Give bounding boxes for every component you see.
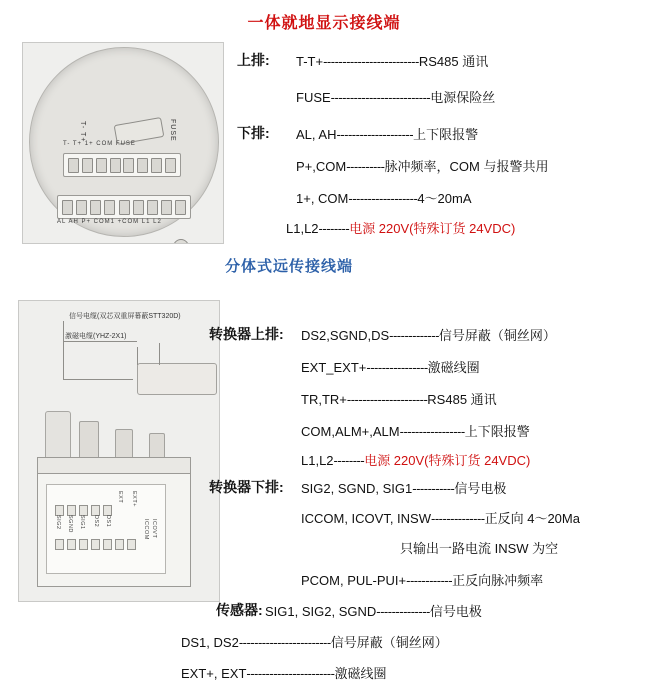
lower-strip-label: AL AH P+ COM1 +COM L1 L2 (57, 219, 162, 225)
integrated-row-5-left: L1,L2 (286, 221, 319, 236)
integrated-row-5 (286, 218, 515, 237)
upper-strip-screws (68, 158, 176, 172)
integrated-row-2-right: 上下限报警 (413, 127, 479, 142)
converter-lower-row-1-dash: -------------- (431, 511, 485, 526)
converter-upper-row-0-dash: ------------- (389, 328, 439, 343)
converter-upper-row-2-left: TR,TR+ (301, 392, 347, 407)
converter-body (37, 473, 191, 587)
lower-terminal-strip (57, 195, 191, 219)
converter-upper-row-3-right: 上下限报警 (464, 424, 530, 439)
page-title-separated: 分体式远传接线端 (225, 258, 354, 275)
sensor-row-2-dash: ----------------------- (246, 666, 335, 681)
converter-lower-row-0-dash: ----------- (412, 481, 455, 496)
converter-upper-row-3-dash: ----------------- (399, 424, 465, 439)
converter-lower-row-2 (400, 538, 558, 557)
converter-lower-row-3-right: 正反向脉冲频率 (452, 573, 544, 588)
converter-upper-row-2 (301, 389, 497, 408)
lower-strip-screws (62, 200, 186, 214)
converter-upper-row-0-right: 信号屏蔽（铜丝网） (438, 328, 556, 343)
converter-upper-row-0 (301, 325, 556, 344)
integrated-row-4-dash: ------------------ (348, 191, 418, 206)
upper-strip-label: T- T+ 1+ COM FUSE (63, 141, 136, 147)
sensor-row-2-left: EXT+, EXT (181, 666, 247, 681)
converter-upper-row-2-right: RS485 通讯 (427, 392, 497, 407)
sensor-row-2 (181, 663, 386, 682)
converter-lower-row-1-right: 正反向 4～20Ma (484, 511, 580, 526)
converter-lower-row-0-right: 信号电极 (454, 481, 507, 496)
converter-upper-row-3 (301, 421, 530, 440)
page-title-integrated: 一体就地显示接线端 (247, 15, 401, 32)
integrated-terminal-photo (22, 42, 224, 244)
integrated-row-0-right: RS485 通讯 (418, 54, 489, 69)
sensor-row-0 (265, 601, 482, 620)
converter-upper-row-2-dash: --------------------- (346, 392, 428, 407)
converter-lower-row-0-left: SIG2, SGND, SIG1 (301, 481, 413, 496)
converter-lower-row-3-left: PCOM, PUL-PUI+ (301, 573, 407, 588)
sensor-row-0-right: 信号电极 (429, 604, 482, 619)
lead-line-5 (63, 341, 137, 342)
coil-cable-note: 激磁电缆(YHZ-2X1) (65, 333, 127, 340)
integrated-row-4-left: 1+, COM (296, 191, 349, 206)
lead-line-1 (137, 347, 138, 365)
sensor-row-1-left: DS1, DS2 (181, 635, 239, 650)
lead-line-4 (63, 379, 133, 380)
integrated-row-5-dash: -------- (318, 221, 350, 236)
integrated-row-1-dash: -------------------------- (330, 90, 431, 105)
sensor-head (137, 363, 217, 395)
converter-upper-row-3-left: COM,ALM+,ALM (301, 424, 400, 439)
integrated-lower-label: 下排: (237, 125, 270, 141)
integrated-row-3-dash: ---------- (346, 159, 385, 174)
sensor-label: 传感器: (216, 602, 263, 618)
lead-line-2 (159, 343, 160, 365)
sensor-row-2-right: 激磁线圈 (334, 666, 387, 681)
converter-upper-row-0-left: DS2,SGND,DS (301, 328, 390, 343)
integrated-row-3-right: 脉冲频率，COM 与报警共用 (384, 159, 549, 174)
converter-lower-row-3-dash: ------------ (406, 573, 453, 588)
separated-transmitter-photo (18, 300, 220, 602)
converter-upper-row-4-right: 电源 220V(特殊订货 24VDC) (364, 453, 531, 468)
integrated-row-2 (296, 124, 478, 143)
lead-line-3 (63, 321, 64, 379)
converter-upper-label: 转换器上排: (209, 326, 284, 342)
integrated-row-3-left: P+,COM (296, 159, 347, 174)
converter-lower-row-1-left: ICCOM, ICOVT, INSW (301, 511, 431, 526)
fuse-label: FUSE (169, 119, 176, 142)
converter-lower-row-2-right: 只输出一路电流 INSW 为空 (400, 541, 559, 556)
integrated-row-1 (296, 87, 495, 106)
upper-terminal-strip (63, 153, 181, 177)
converter-upper-row-1-left: EXT_EXT+ (301, 360, 367, 375)
sensor-row-1-dash: ------------------------ (238, 635, 331, 650)
integrated-row-1-left: FUSE (296, 90, 331, 105)
converter-upper-row-1 (301, 357, 480, 376)
integrated-upper-label: 上排: (237, 52, 270, 68)
converter-upper-row-4-left: L1,L2 (301, 453, 334, 468)
integrated-row-4 (296, 188, 472, 207)
integrated-row-5-right: 电源 220V(特殊订货 24VDC) (349, 221, 516, 236)
integrated-row-0-left: T-T+ (296, 54, 324, 69)
sensor-row-1 (181, 632, 448, 651)
integrated-row-3 (296, 156, 548, 175)
signal-cable-note: 信号电缆(双芯双重屏幕蔽STT320D) (69, 313, 181, 320)
integrated-row-0 (296, 51, 488, 70)
sensor-row-0-left: SIG1, SIG2, SGND (265, 604, 377, 619)
converter-lower-label: 转换器下排: (209, 479, 284, 495)
converter-lower-row-3 (301, 570, 543, 589)
converter-lower-row-0 (301, 478, 506, 497)
integrated-row-4-right: 4～20mA (417, 191, 472, 206)
converter-upper-row-4 (301, 450, 530, 469)
integrated-row-2-dash: -------------------- (336, 127, 414, 142)
converter-upper-row-1-right: 激磁线圈 (427, 360, 480, 375)
sensor-row-0-dash: -------------- (376, 604, 430, 619)
converter-lower-row-1 (301, 508, 580, 527)
converter-terminal-panel: SIG2 SGND SIG1 DS2 DS1 EXT EXT+ ICCOM ICOVT (46, 484, 166, 574)
integrated-row-1-right: 电源保险丝 (430, 90, 496, 105)
integrated-row-2-left: AL, AH (296, 127, 337, 142)
ground-screw-icon (173, 239, 189, 244)
converter-upper-row-4-dash: -------- (333, 453, 365, 468)
converter-upper-row-1-dash: ---------------- (366, 360, 428, 375)
tt-terminal-label: T- T+ (79, 121, 86, 143)
sensor-row-1-right: 信号屏蔽（铜丝网） (330, 635, 448, 650)
integrated-row-0-dash: ------------------------- (323, 54, 419, 69)
